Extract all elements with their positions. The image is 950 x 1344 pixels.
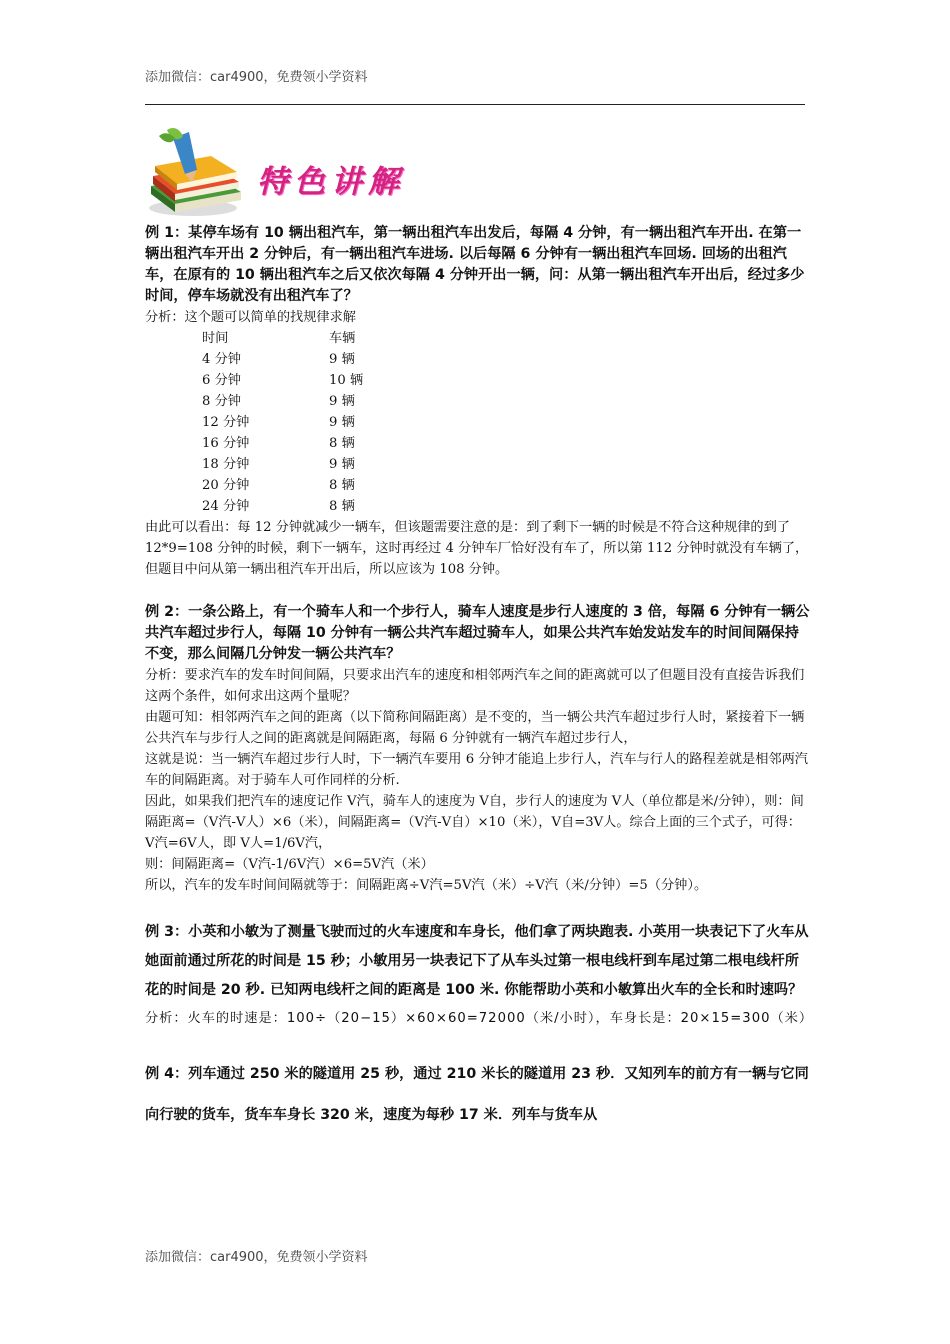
table-cell: 6 分钟	[202, 373, 241, 388]
table-cell: 8 辆	[329, 478, 355, 493]
table-cell: 16 分钟	[202, 436, 250, 451]
table-row	[202, 391, 363, 412]
table-cell: 12 分钟	[202, 415, 250, 430]
time-vehicle-table	[202, 328, 363, 517]
table-row	[202, 349, 363, 370]
table-cell: 4 分钟	[202, 352, 241, 367]
page-header: 添加微信：car4900，免费领小学资料	[145, 70, 368, 85]
table-cell: 8 分钟	[202, 394, 241, 409]
table-row	[202, 496, 363, 517]
example-2-paragraph: 所以，汽车的发车时间间隔就等于：间隔距离÷V汽=5V汽（米）÷V汽（米/分钟）=5（分钟）。	[145, 878, 708, 893]
table-cell: 8 辆	[329, 436, 355, 451]
example-3-analysis: 分析：火车的时速是：100÷（20−15）×60×60=72000（米/小时），车身长是：20×15=300（米）	[145, 1011, 814, 1026]
example-2-paragraph: 这就是说：当一辆汽车超过步行人时，下一辆汽车要用 6 分钟才能追上步行人，汽车与行人的路程差就是相邻两汽车的间隔距离。对于骑车人可作同样的分析.	[145, 752, 808, 788]
table-cell: 9 辆	[329, 457, 355, 472]
page-footer: 添加微信：car4900，免费领小学资料	[145, 1250, 368, 1265]
section-title: 特色讲解	[257, 164, 405, 200]
table-cell: 8 辆	[329, 499, 355, 514]
example-1-analysis-intro: 分析：这个题可以简单的找规律求解	[145, 310, 356, 325]
table-row	[202, 412, 363, 433]
table-cell: 10 辆	[329, 373, 364, 388]
example-1-question: 例 1：某停车场有 10 辆出租汽车，第一辆出租汽车出发后，每隔 4 分钟，有一辆出租汽车开出. 在第一辆出租汽车开出 2 分钟后，有一辆出租汽车进场. 以后每隔 6 分钟有一辆出租汽车回场. 回场的出租汽车，在原有的 10 辆出租汽车之后又依次每隔 4 分钟开出一辆，问：从第一辆出租汽车开出后，经过多少时间，停车场就没有出租汽车了？	[145, 225, 805, 304]
example-4-question: 例 4：列车通过 250 米的隧道用 25 秒，通过 210 米长的隧道用 23 秒．又知列车的前方有一辆与它同向行驶的货车，货车车身长 320 米，速度为每秒 17 米．列车与货车从	[145, 1066, 809, 1123]
table-cell: 20 分钟	[202, 478, 250, 493]
table-header-row	[202, 328, 363, 349]
books-pencil-icon	[145, 126, 245, 218]
header-rule	[145, 104, 805, 105]
table-cell: 9 辆	[329, 352, 355, 367]
table-cell: 18 分钟	[202, 457, 250, 472]
example-2-paragraph: 由题可知：相邻两汽车之间的距离（以下简称间隔距离）是不变的，当一辆公共汽车超过步行人时，紧接着下一辆公共汽车与步行人之间的距离就是间隔距离，每隔 6 分钟就有一辆汽车超过步行人，	[145, 710, 805, 746]
table-header-time: 时间	[202, 331, 229, 346]
table-row	[202, 454, 363, 475]
example-1-conclusion: 由此可以看出：每 12 分钟就减少一辆车，但该题需要注意的是：到了剩下一辆的时候是不符合这种规律的到了 12*9=108 分钟的时候，剩下一辆车，这时再经过 4 分钟车厂恰好没有车了，所以第 112 分钟时就没有车辆了，但题目中问从第一辆出租汽车开出后，所以应该为 108 分钟。	[145, 520, 809, 577]
example-2-question: 例 2：一条公路上，有一个骑车人和一个步行人，骑车人速度是步行人速度的 3 倍，每隔 6 分钟有一辆公共汽车超过步行人，每隔 10 分钟有一辆公共汽车超过骑车人，如果公共汽车始发站发车的时间间隔保持不变，那么间隔几分钟发一辆公共汽车？	[145, 604, 810, 662]
table-header-vehicles: 车辆	[329, 331, 356, 346]
example-3-question: 例 3：小英和小敏为了测量飞驶而过的火车速度和车身长，他们拿了两块跑表. 小英用一块表记下了火车从她面前通过所花的时间是 15 秒；小敏用另一块表记下了从车头过第一根电线杆到车尾过第二根电线杆所花的时间是 20 秒. 已知两电线杆之间的距离是 100 米. 你能帮助小英和小敏算出火车的全长和时速吗？	[145, 924, 809, 998]
example-2-paragraph: 因此，如果我们把汽车的速度记作 V汽，骑车人的速度为 V自，步行人的速度为 V人（单位都是米/分钟），则：间隔距离=（V汽-V人）×6（米），间隔距离=（V汽-V自）×10（米），V自=3V人。综合上面的三个式子，可得：V汽=6V人，即 V人=1/6V汽，	[145, 794, 804, 851]
example-2-paragraph: 则：间隔距离=（V汽-1/6V汽）×6=5V汽（米）	[145, 857, 434, 872]
document-body	[145, 223, 814, 1136]
table-cell: 9 辆	[329, 394, 355, 409]
example-2-paragraph: 分析：要求汽车的发车时间间隔，只要求出汽车的速度和相邻两汽车之间的距离就可以了但题目没有直接告诉我们这两个条件，如何求出这两个量呢？	[145, 668, 805, 704]
table-row	[202, 475, 363, 496]
table-row	[202, 433, 363, 454]
table-cell: 24 分钟	[202, 499, 250, 514]
table-row	[202, 370, 363, 391]
table-cell: 9 辆	[329, 415, 355, 430]
